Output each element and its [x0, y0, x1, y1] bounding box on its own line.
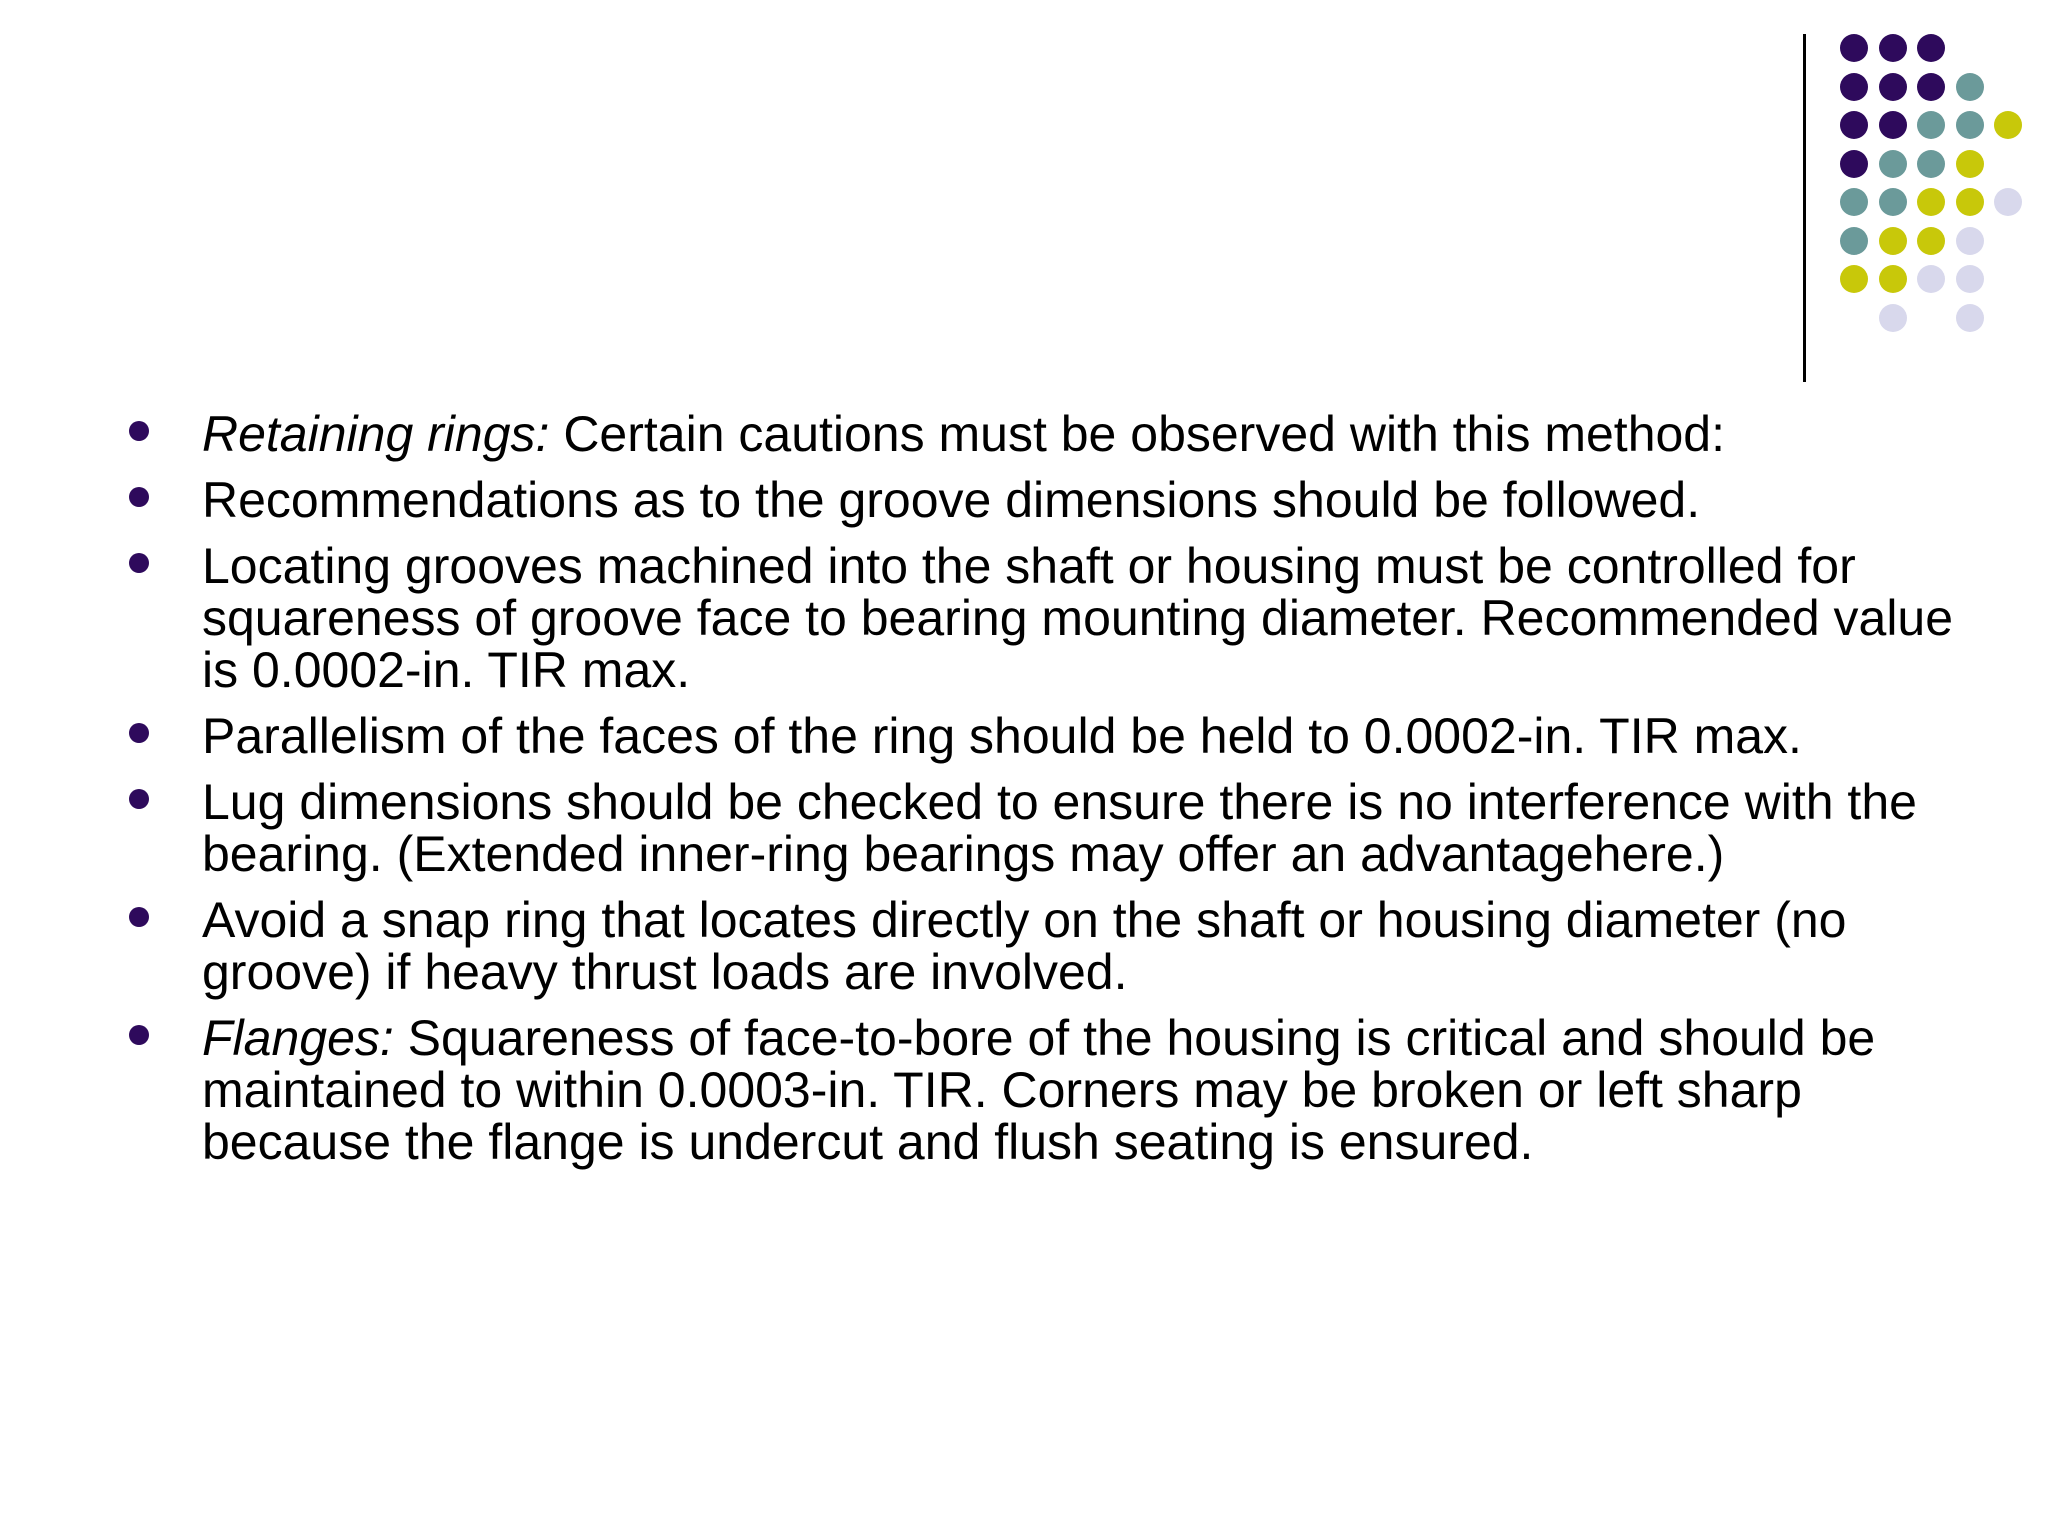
purple-dot-icon [1840, 111, 1868, 139]
teal-dot-icon [1840, 188, 1868, 216]
bullet-text: Parallelism of the faces of the ring should be held to 0.0002-in. TIR max. [202, 708, 1802, 764]
bullet-text: Avoid a snap ring that locates directly on the shaft or housing diameter (no groove) if heavy thrust loads are involved. [202, 892, 1847, 1000]
bullet-text: Squareness of face-to-bore of the housing is critical and should be maintained to within 0.0003-in. TIR. Corners may be broken or left sharp because the flange is undercut and flush seating is ensured. [202, 1010, 1876, 1170]
yellow-dot-icon [1956, 188, 1984, 216]
yellow-dot-icon [1956, 150, 1984, 178]
yellow-dot-icon [1917, 188, 1945, 216]
bullet-dot-icon [129, 789, 149, 809]
bullet-text: Lug dimensions should be checked to ensure there is no interference with the bearing. (Extended inner-ring bearings may offer an advantagehere.) [202, 774, 1917, 882]
bullet-item-parallelism [124, 710, 1984, 762]
purple-dot-icon [1840, 34, 1868, 62]
purple-dot-icon [1840, 150, 1868, 178]
lavender-dot-icon [1879, 304, 1907, 332]
bullet-lead-label: Retaining rings: [202, 406, 550, 462]
teal-dot-icon [1917, 150, 1945, 178]
lavender-dot-icon [1917, 265, 1945, 293]
bullet-text: Recommendations as to the groove dimensions should be followed. [202, 472, 1701, 528]
teal-dot-icon [1879, 188, 1907, 216]
bullet-dot-icon [129, 553, 149, 573]
purple-dot-icon [1879, 73, 1907, 101]
bullet-item-groove-dimensions [124, 474, 1984, 526]
bullet-item-snap-ring [124, 894, 1984, 998]
bullet-dot-icon [129, 421, 149, 441]
teal-dot-icon [1956, 73, 1984, 101]
teal-dot-icon [1879, 150, 1907, 178]
bullet-text: Locating grooves machined into the shaft or housing must be controlled for squareness of groove face to bearing mounting diameter. Recommended value is 0.0002-in. TIR max. [202, 538, 1954, 698]
yellow-dot-icon [1879, 227, 1907, 255]
purple-dot-icon [1840, 73, 1868, 101]
bullet-dot-icon [129, 487, 149, 507]
yellow-dot-icon [1840, 265, 1868, 293]
decorative-dot-grid [0, 0, 2048, 400]
bullet-dot-icon [129, 723, 149, 743]
bullet-item-locating-grooves [124, 540, 1984, 696]
bullet-list [124, 408, 1984, 1182]
bullet-text: Certain cautions must be observed with this method: [549, 406, 1726, 462]
purple-dot-icon [1917, 34, 1945, 62]
purple-dot-icon [1879, 111, 1907, 139]
bullet-lead-label: Flanges: [202, 1010, 394, 1066]
teal-dot-icon [1840, 227, 1868, 255]
yellow-dot-icon [1917, 227, 1945, 255]
bullet-item-lug-dimensions [124, 776, 1984, 880]
lavender-dot-icon [1956, 265, 1984, 293]
bullet-dot-icon [129, 907, 149, 927]
yellow-dot-icon [1879, 265, 1907, 293]
purple-dot-icon [1879, 34, 1907, 62]
bullet-item-retaining-rings [124, 408, 1984, 460]
teal-dot-icon [1917, 111, 1945, 139]
lavender-dot-icon [1956, 304, 1984, 332]
bullet-item-flanges [124, 1012, 1984, 1168]
yellow-dot-icon [1994, 111, 2022, 139]
bullet-dot-icon [129, 1025, 149, 1045]
lavender-dot-icon [1956, 227, 1984, 255]
lavender-dot-icon [1994, 188, 2022, 216]
purple-dot-icon [1917, 73, 1945, 101]
teal-dot-icon [1956, 111, 1984, 139]
